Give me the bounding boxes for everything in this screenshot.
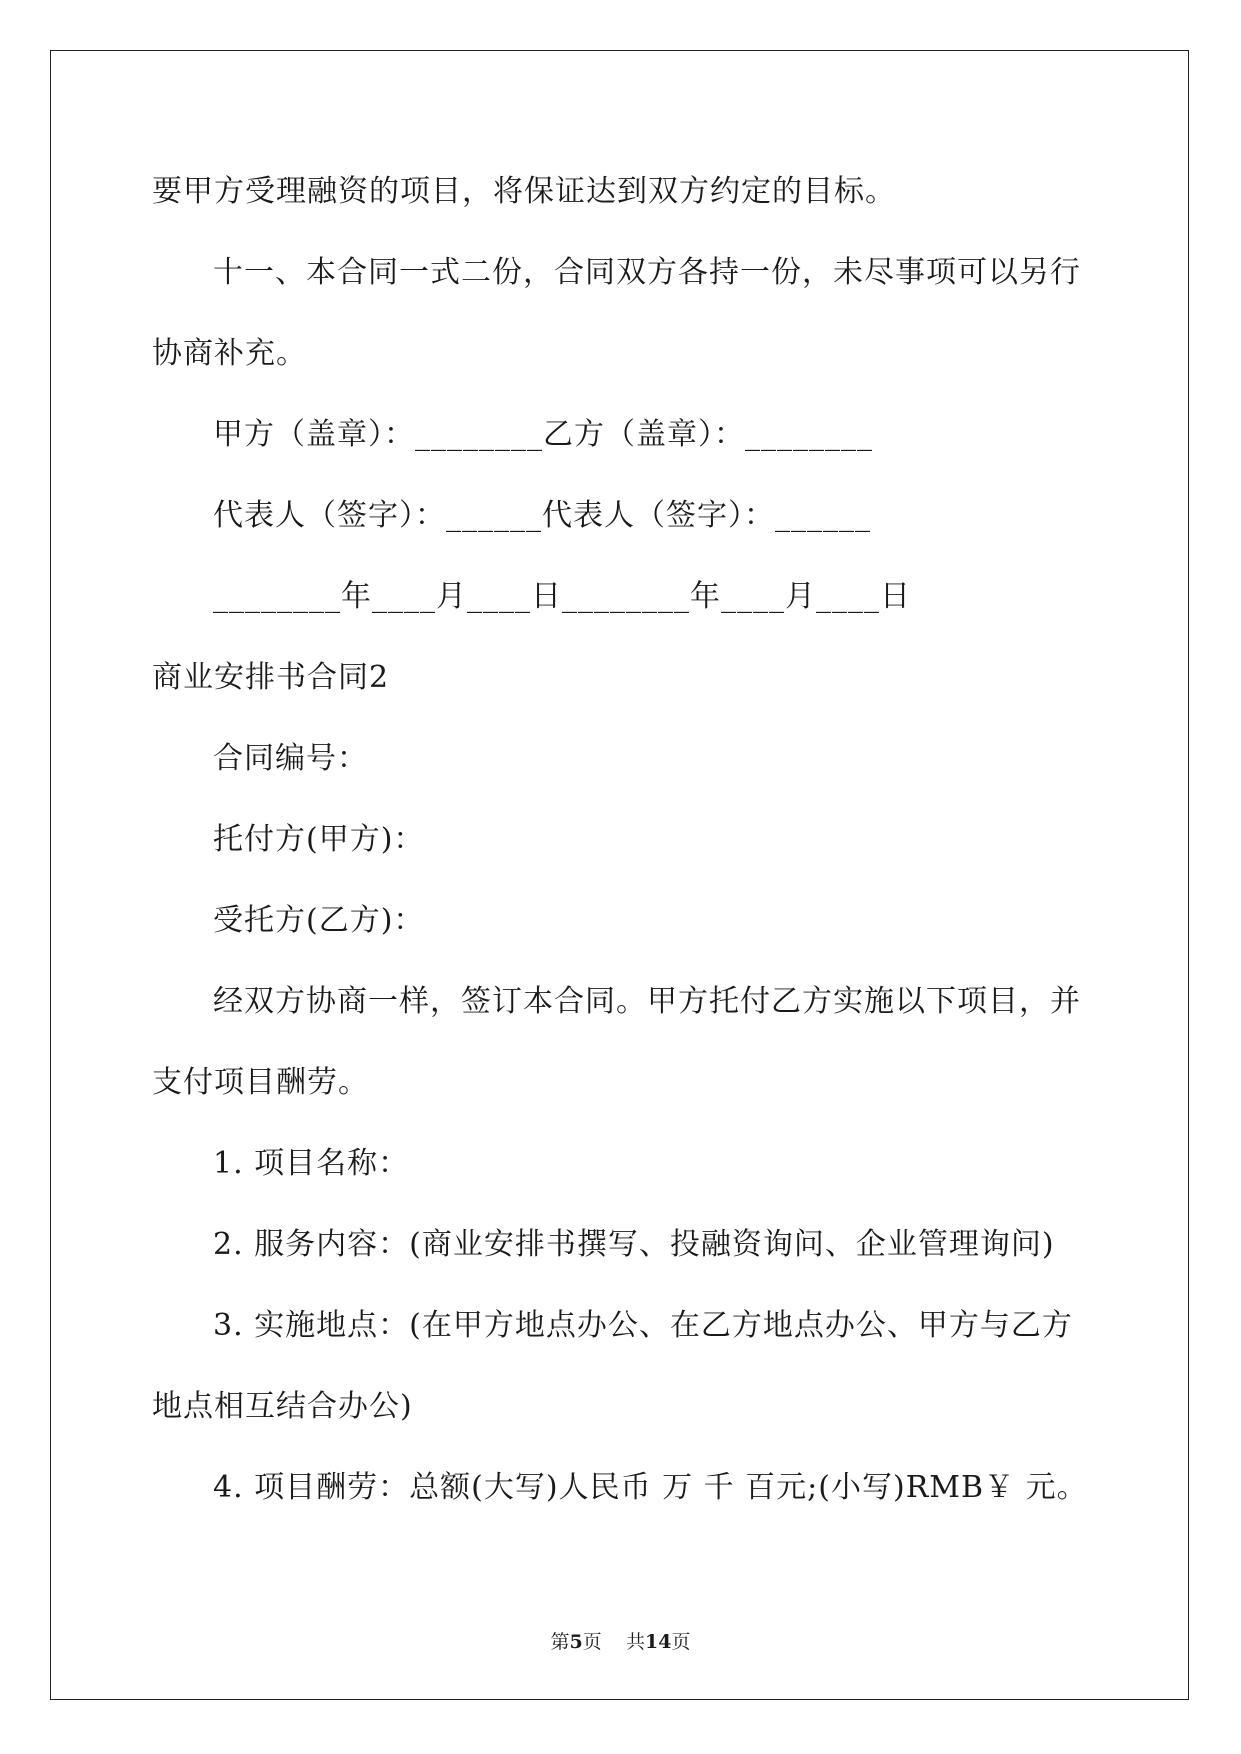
list-item: 3. 实施地点：(在甲方地点办公、在乙方地点办公、甲方与乙方 xyxy=(213,1308,1073,1343)
list-item: 4. 项目酬劳：总额(大写)人民币 万 千 百元;(小写)RMB￥ 元。 xyxy=(213,1470,1088,1505)
text-line: 十一、本合同一式二份，合同双方各持一份，未尽事项可以另行 xyxy=(213,255,1081,290)
total-pages: 14 xyxy=(644,1631,672,1653)
contractor-party-label: 受托方(乙方)： xyxy=(213,903,425,938)
footer-prefix: 第 xyxy=(550,1631,570,1653)
section-title: 商业安排书合同2 xyxy=(152,660,390,695)
contract-number-label: 合同编号： xyxy=(213,741,368,776)
footer-total-suffix: 页 xyxy=(671,1631,691,1653)
text-line: 支付项目酬劳。 xyxy=(152,1065,369,1100)
page-number: 5 xyxy=(569,1631,583,1653)
list-item-continuation: 地点相互结合办公) xyxy=(152,1389,413,1424)
signature-party-line: 甲方（盖章）：________乙方（盖章）：________ xyxy=(213,417,873,452)
signature-representative-line: 代表人（签字）：______代表人（签字）：______ xyxy=(213,498,871,533)
footer-total-prefix: 共 xyxy=(625,1631,645,1653)
page-border xyxy=(50,50,1189,1700)
list-item: 2. 服务内容：(商业安排书撰写、投融资询问、企业管理询问) xyxy=(213,1227,1055,1262)
client-party-label: 托付方(甲方)： xyxy=(213,822,425,857)
page-footer xyxy=(0,1630,1241,1654)
text-line: 经双方协商一样，签订本合同。甲方托付乙方实施以下项目，并 xyxy=(213,984,1081,1019)
list-item: 1. 项目名称： xyxy=(213,1146,410,1181)
text-line: 协商补充。 xyxy=(152,336,307,371)
signature-date-line: ________年____月____日________年____月____日 xyxy=(213,579,911,614)
text-line: 要甲方受理融资的项目，将保证达到双方约定的目标。 xyxy=(152,174,896,209)
footer-page-suffix: 页 xyxy=(582,1631,602,1653)
